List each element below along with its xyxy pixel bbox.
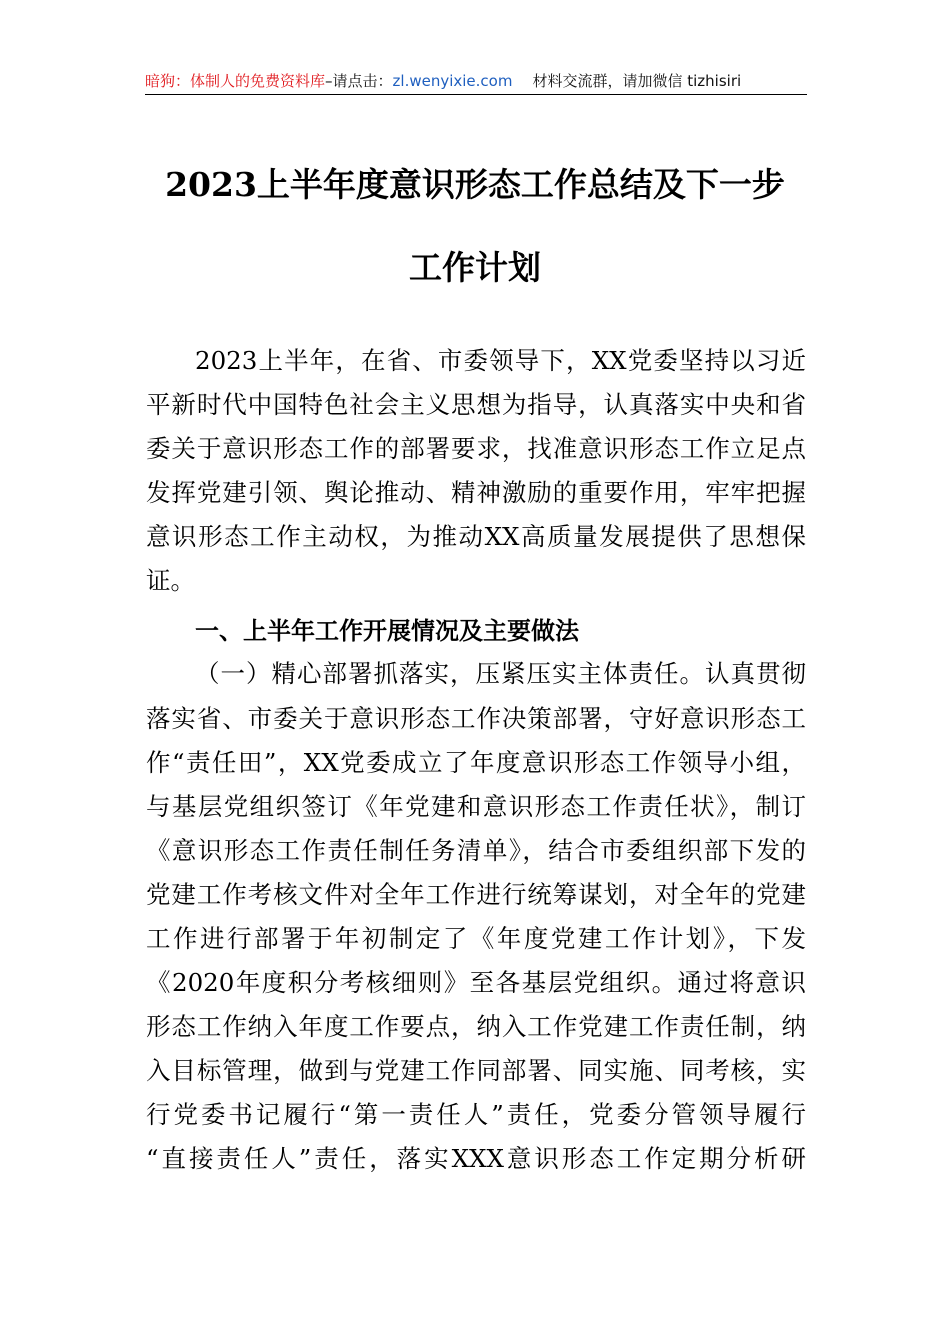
- paragraph-line: 证。: [146, 566, 195, 595]
- page-header: [145, 69, 807, 95]
- section-heading: 一、上半年工作开展情况及主要做法: [195, 617, 579, 645]
- paragraph-line: 党建工作考核文件对全年工作进行统筹谋划，对全年的党建: [146, 880, 806, 909]
- paragraph-line: 意识形态工作主动权，为推动XX高质量发展提供了思想保: [146, 522, 806, 551]
- paragraph-line: 《2020年度积分考核细则》至各基层党组织。通过将意识: [146, 968, 806, 997]
- paragraph-line: 平新时代中国特色社会主义思想为指导，认真落实中央和省: [146, 390, 806, 419]
- document-title-line-1: 2023上半年度意识形态工作总结及下一步: [165, 165, 785, 204]
- click-prompt: –请点击：: [325, 72, 393, 90]
- paragraph-line: 入目标管理，做到与党建工作同部署、同实施、同考核，实: [146, 1056, 806, 1085]
- paragraph-line: 工作进行部署于年初制定了《年度党建工作计划》，下发: [146, 924, 806, 953]
- paragraph-line: 2023上半年，在省、市委领导下，XX党委坚持以习近: [195, 346, 806, 375]
- site-label: 暗狗：体制人的免费资料库: [145, 72, 326, 90]
- paragraph-line: 《意识形态工作责任制任务清单》，结合市委组织部下发的: [146, 836, 806, 865]
- paragraph-line: “直接责任人”责任，落实XXX意识形态工作定期分析研: [146, 1144, 806, 1173]
- paragraph-line: 与基层党组织签订《年党建和意识形态工作责任状》，制订: [146, 792, 806, 821]
- site-link[interactable]: zl.wenyixie.com: [392, 72, 513, 90]
- paragraph-line: 发挥党建引领、舆论推动、精神激励的重要作用，牢牢把握: [146, 478, 806, 507]
- paragraph-line: 形态工作纳入年度工作要点，纳入工作党建工作责任制，纳: [146, 1012, 806, 1041]
- header-divider: [145, 94, 807, 95]
- paragraph-line: 委关于意识形态工作的部署要求，找准意识形态工作立足点: [146, 434, 806, 463]
- paragraph-line: （一）精心部署抓落实，压紧压实主体责任。认真贯彻: [195, 659, 806, 688]
- contact-info: 材料交流群，请加微信 tizhisiri: [532, 72, 742, 90]
- paragraph-line: 行党委书记履行“第一责任人”责任，党委分管领导履行: [146, 1100, 806, 1129]
- paragraph-line: 落实省、市委关于意识形态工作决策部署，守好意识形态工: [146, 704, 806, 733]
- document-title-line-2: 工作计划: [409, 248, 541, 287]
- paragraph-line: 作“责任田”，XX党委成立了年度意识形态工作领导小组，: [146, 748, 806, 777]
